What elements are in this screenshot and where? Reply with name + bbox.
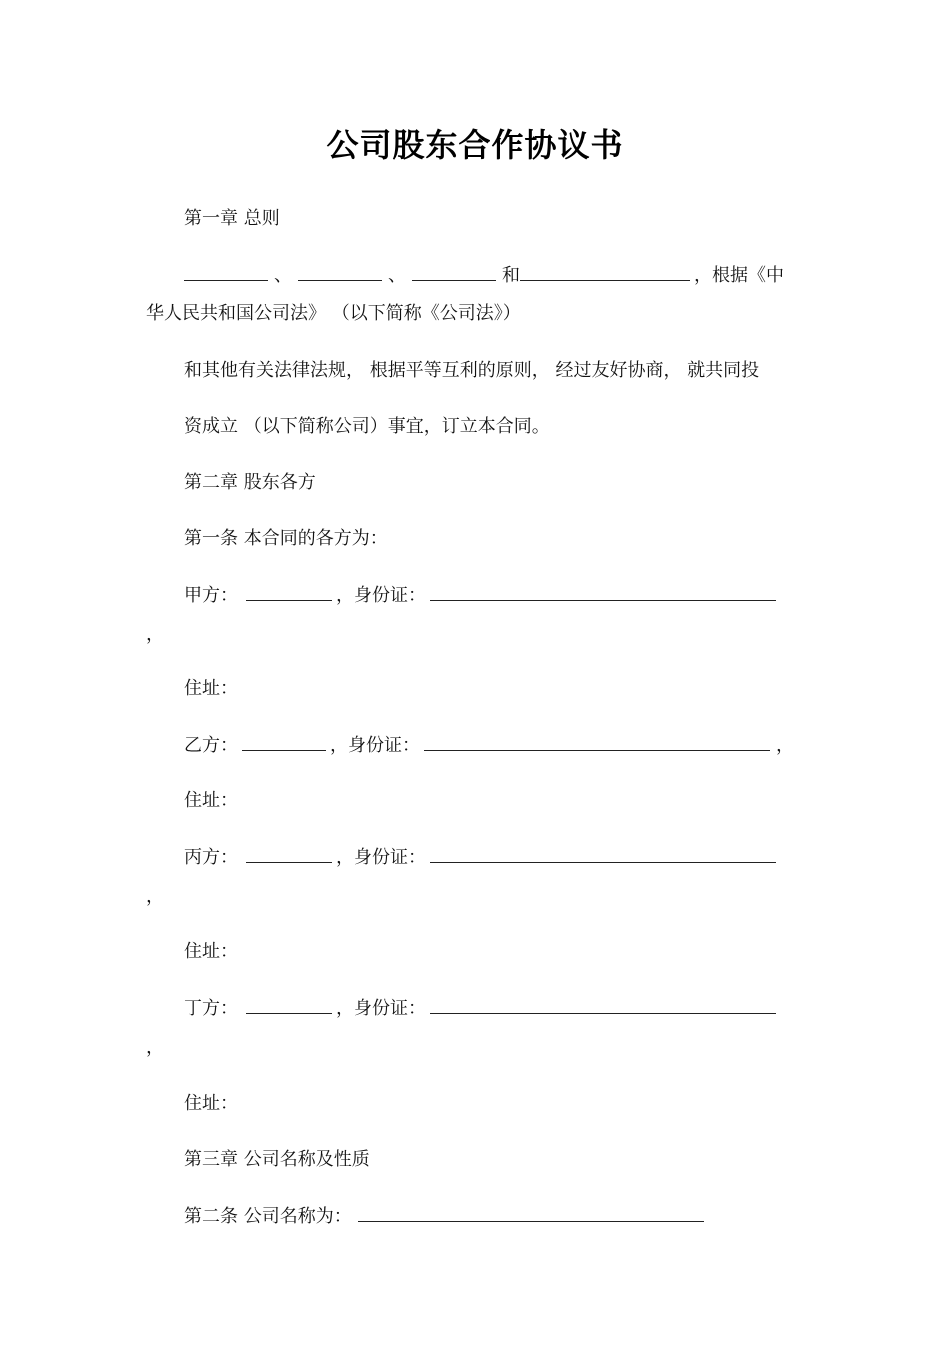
party-c-tail: ， [146,886,164,907]
comma: ， [336,585,354,606]
blank-id-number [430,997,776,1014]
blank-name [246,846,332,863]
intro-line-2: 华人民共和国公司法》 （以下简称《公司法》） [146,303,521,324]
blank-party-4 [520,264,690,281]
party-a-address: 住址： [184,678,238,699]
blank-party-3 [412,264,496,281]
intro-line-1 [184,264,784,287]
blank-name [242,734,326,751]
party-label: 丁方： [184,998,238,1019]
intro-line-3: 和其他有关法律法规， 根据平等互利的原则， 经过友好协商， 就共同投 [184,360,760,381]
party-b-row [184,734,794,757]
party-b-address: 住址： [184,790,238,811]
id-label: 身份证： [348,735,420,756]
party-label: 丙方： [184,847,238,868]
separator: 、 [274,265,292,286]
party-a-row [184,584,776,607]
party-d-tail: ， [146,1037,164,1058]
blank-id-number [430,846,776,863]
party-c-address: 住址： [184,941,238,962]
blank-id-number [430,584,776,601]
chapter-1-heading: 第一章 总则 [184,208,280,229]
intro-line-4: 资成立 （以下简称公司）事宜，订立本合同。 [184,416,550,437]
conjunction: 和 [502,265,520,286]
party-c-row [184,846,776,869]
id-label: 身份证： [354,585,426,606]
article-2-row [184,1205,704,1228]
id-label: 身份证： [354,998,426,1019]
article-2-label: 第二条 公司名称为： [184,1206,352,1227]
party-d-address: 住址： [184,1093,238,1114]
blank-party-1 [184,264,268,281]
blank-id-number [424,734,770,751]
blank-name [246,584,332,601]
separator: 、 [388,265,406,286]
comma: ， [776,735,794,756]
article-1: 第一条 本合同的各方为： [184,528,388,549]
chapter-2-heading: 第二章 股东各方 [184,472,316,493]
according-text: ，根据《中 [694,265,784,286]
comma: ， [336,847,354,868]
party-a-tail: ， [146,624,164,645]
party-label: 甲方： [184,585,238,606]
blank-party-2 [298,264,382,281]
chapter-3-heading: 第三章 公司名称及性质 [184,1149,370,1170]
blank-name [246,997,332,1014]
comma: ， [330,735,348,756]
document-title: 公司股东合作协议书 [326,126,624,164]
id-label: 身份证： [354,847,426,868]
blank-company-name [358,1205,704,1222]
party-d-row [184,997,776,1020]
party-label: 乙方： [184,735,238,756]
comma: ， [336,998,354,1019]
